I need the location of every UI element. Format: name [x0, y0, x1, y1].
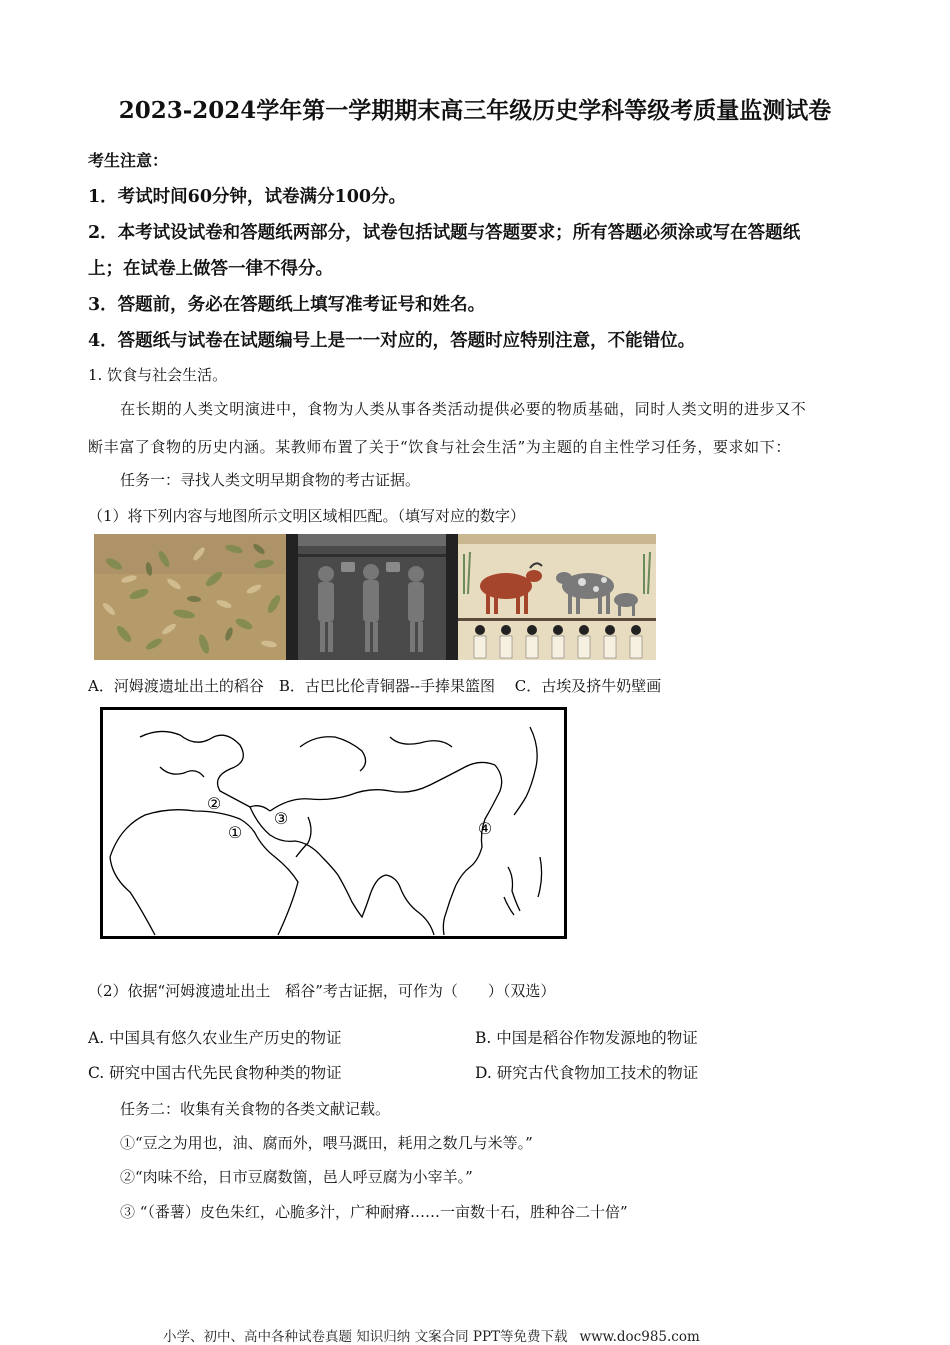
notice-heading: 考生注意： [88, 151, 169, 170]
map-marker-3: ③ [273, 809, 289, 828]
notice-item-4: 4．答题纸与试卷在试题编号上是一一对应的，答题时应特别注意，不能错位。 [88, 331, 696, 351]
sub-question-2: （2）依据“河姆渡遗址出土 稻谷”考古证据，可作为（ ）（双选） [88, 982, 556, 1000]
intro-line-2: 断丰富了食物的历史内涵。某教师布置了关于“饮食与社会生活”为主题的自主性学习任务，要求如下： [88, 438, 791, 456]
intro-line-1: 在长期的人类文明演进中，食物为人类从事各类活动提供必要的物质基础，同时人类文明的进步又不 [120, 400, 807, 418]
notice-item-2-cont: 上；在试卷上做答一律不得分。 [88, 259, 333, 279]
option-d[interactable]: D. 研究古代食物加工技术的物证 [475, 1064, 699, 1082]
quote-2: ②“肉味不给，日市豆腐数箇，邑人呼豆腐为小宰羊。” [120, 1168, 473, 1186]
egyptian-mural-image [458, 534, 656, 660]
notice-item-2: 2．本考试设试卷和答题纸两部分，试卷包括试题与答题要求；所有答题必须涂或写在答题纸 [88, 223, 801, 243]
task-one: 任务一：寻找人类文明早期食物的考古证据。 [120, 471, 421, 489]
quote-1: ①“豆之为用也，油、腐而外，喂马溉田，耗用之数几与米等。” [120, 1134, 533, 1152]
artifact-images [94, 534, 656, 660]
footer [163, 1325, 700, 1345]
page-title: 2023-2024学年第一学期期末高三年级历史学科等级考质量监测试卷 [118, 97, 832, 124]
notice-item-3: 3．答题前，务必在答题纸上填写准考证号和姓名。 [88, 295, 486, 315]
map-marker-4: ④ [477, 819, 493, 838]
babylonian-relief-image [286, 534, 458, 660]
map-marker-1: ① [227, 823, 243, 842]
notice-item-1: 1．考试时间60分钟，试卷满分100分。 [88, 187, 407, 207]
rice-grains-image [94, 534, 286, 660]
sub-question-1: （1）将下列内容与地图所示文明区域相匹配。（填写对应的数字） [88, 507, 526, 525]
option-c[interactable]: C. 研究中国古代先民食物种类的物证 [88, 1064, 342, 1082]
map-marker-2: ② [206, 794, 222, 813]
option-b[interactable]: B. 中国是稻谷作物发源地的物证 [475, 1029, 698, 1047]
footer-site-link[interactable]: www.doc985.com [579, 1329, 700, 1345]
task-two: 任务二：收集有关食物的各类文献记载。 [120, 1100, 391, 1118]
footer-text: 小学、初中、高中各种试卷真题 知识归纳 文案合同 PPT等免费下载 [163, 1329, 568, 1345]
quote-3: ③ “（番薯）皮色朱红，心脆多汁，广种耐瘠……一亩数十石，胜种谷二十倍” [120, 1203, 628, 1221]
question-heading: 1. 饮食与社会生活。 [88, 366, 228, 384]
option-a[interactable]: A. 中国具有悠久农业生产历史的物证 [88, 1029, 342, 1047]
civilization-map [100, 707, 567, 939]
image-caption: A．河姆渡遗址出土的稻谷 B．古巴比伦青铜器--手捧果篮图 C．古埃及挤牛奶壁画 [88, 677, 662, 695]
